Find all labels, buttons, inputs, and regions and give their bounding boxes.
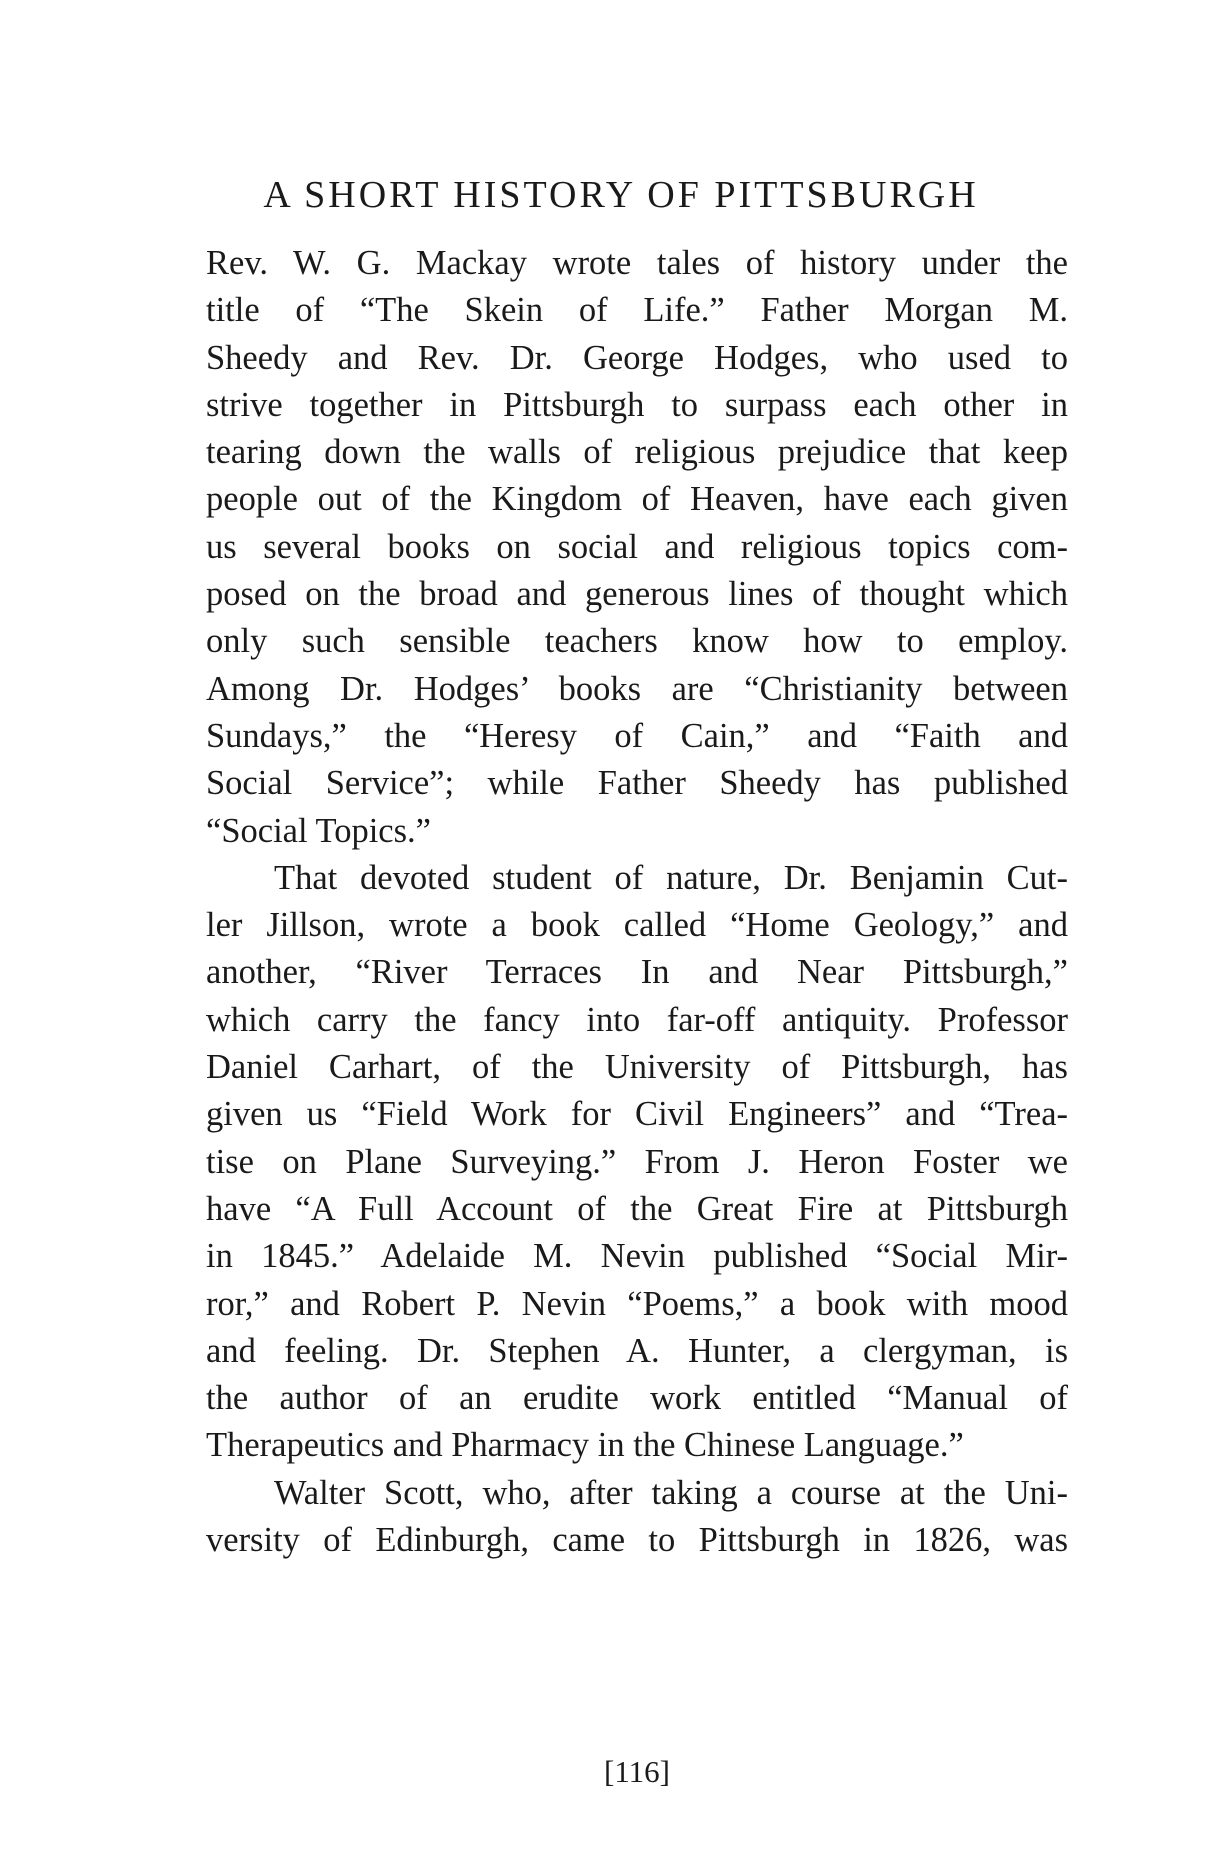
text-line: in 1845.” Adelaide M. Nevin published “Social Mir-: [206, 1237, 1068, 1276]
paragraph-2: [206, 855, 1068, 1470]
text-line: strive together in Pittsburgh to surpass each other in: [206, 385, 1068, 424]
text-line: ror,” and Robert P. Nevin “Poems,” a book with mood: [206, 1284, 1068, 1323]
text-line: and feeling. Dr. Stephen A. Hunter, a clergyman, is: [206, 1331, 1068, 1370]
paragraph-1: [206, 240, 1068, 855]
text-line: Sundays,” the “Heresy of Cain,” and “Faith and: [206, 716, 1068, 755]
text-line: tearing down the walls of religious prejudice that keep: [206, 433, 1068, 472]
paragraph-3: [206, 1470, 1068, 1565]
text-line: That devoted student of nature, Dr. Benjamin Cut-: [274, 858, 1068, 897]
text-line: people out of the Kingdom of Heaven, have each given: [206, 480, 1068, 519]
text-line: Social Service”; while Father Sheedy has published: [206, 764, 1068, 803]
text-line: have “A Full Account of the Great Fire at Pittsburgh: [206, 1189, 1068, 1228]
text-line: Walter Scott, who, after taking a course at the Uni-: [274, 1473, 1068, 1512]
text-line: versity of Edinburgh, came to Pittsburgh in 1826, was: [206, 1521, 1068, 1560]
page-number: [116]: [604, 1754, 670, 1789]
running-head: A SHORT HISTORY OF PITTSBURGH: [263, 174, 979, 216]
text-line: Among Dr. Hodges’ books are “Christianity between: [206, 669, 1068, 708]
text-line: Rev. W. G. Mackay wrote tales of history under the: [206, 244, 1068, 282]
text-line: ler Jillson, wrote a book called “Home Geology,” and: [206, 906, 1068, 945]
text-line: Sheedy and Rev. Dr. George Hodges, who used to: [206, 338, 1068, 377]
text-line: another, “River Terraces In and Near Pittsburgh,”: [206, 953, 1068, 992]
body-text: [206, 240, 1068, 1564]
text-line: tise on Plane Surveying.” From J. Heron Foster we: [206, 1142, 1068, 1181]
text-line: posed on the broad and generous lines of thought which: [206, 575, 1068, 614]
text-line: the author of an erudite work entitled “Manual of: [206, 1379, 1068, 1418]
text-line: Daniel Carhart, of the University of Pittsburgh, has: [206, 1048, 1068, 1087]
text-line: given us “Field Work for Civil Engineers” and “Trea-: [206, 1095, 1068, 1134]
text-line: Therapeutics and Pharmacy in the Chinese Language.”: [206, 1426, 964, 1465]
text-line: only such sensible teachers know how to employ.: [206, 622, 1068, 661]
text-line: us several books on social and religious topics com-: [206, 527, 1068, 566]
text-line: which carry the fancy into far-off antiquity. Professor: [206, 1000, 1068, 1039]
text-line: “Social Topics.”: [206, 811, 431, 850]
text-line: title of “The Skein of Life.” Father Morgan M.: [206, 291, 1068, 330]
